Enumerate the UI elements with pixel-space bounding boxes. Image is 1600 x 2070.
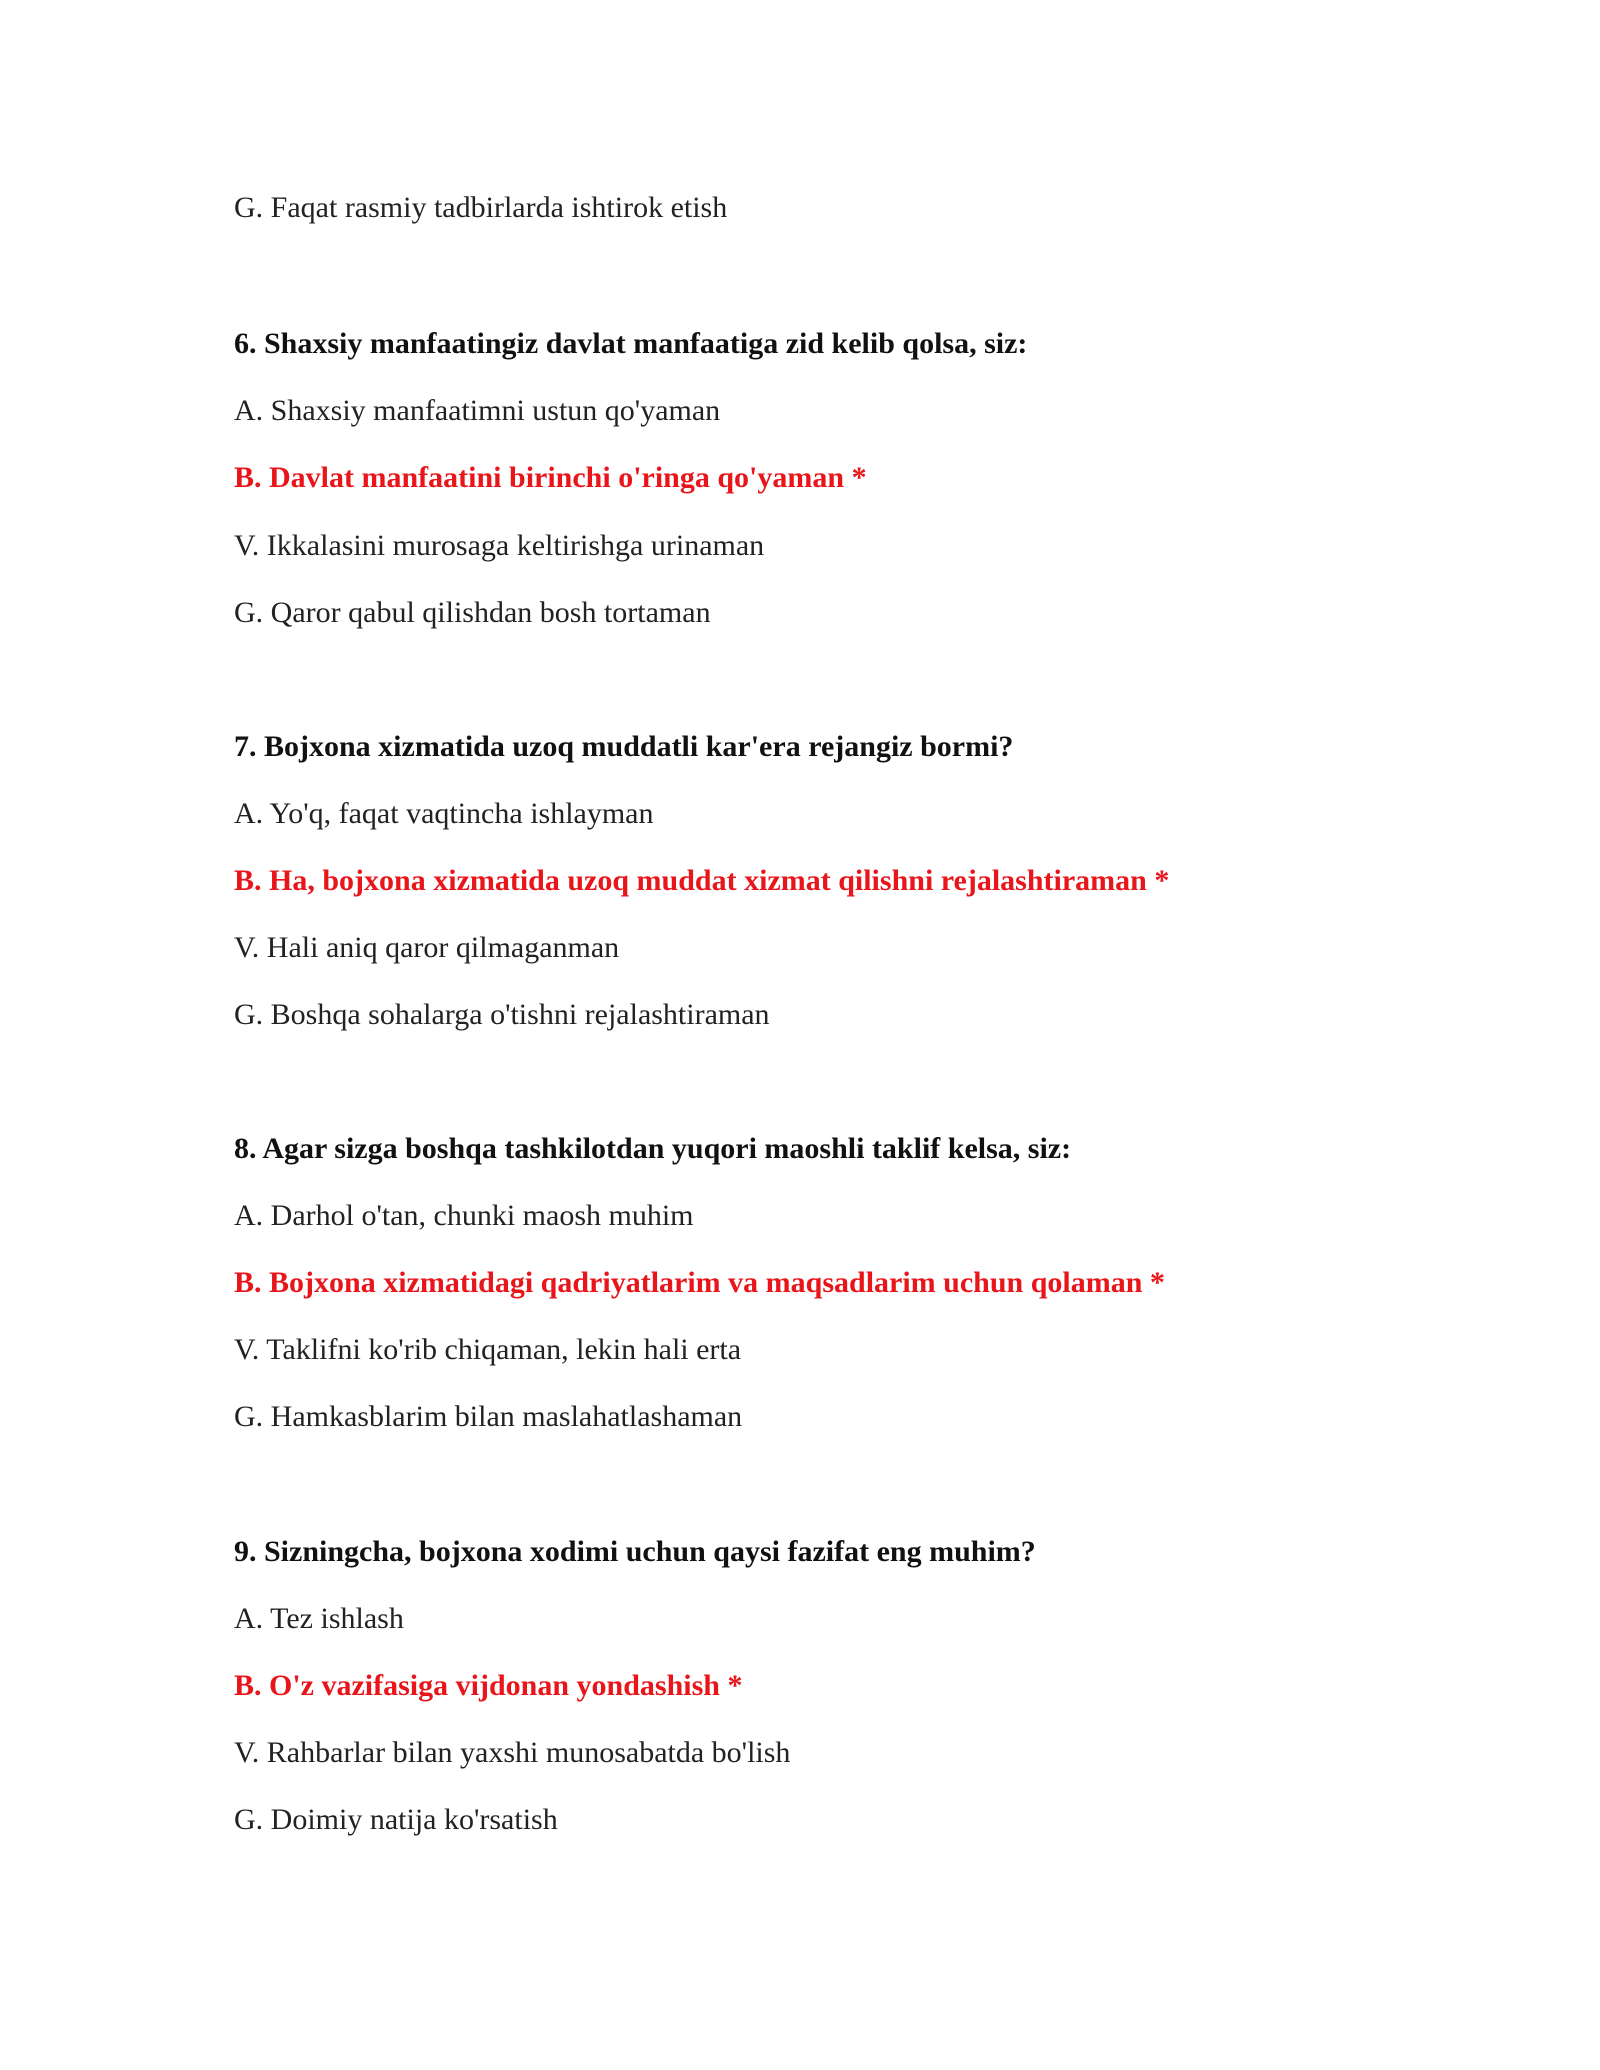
option-9-b-correct: B. O'z vazifasiga vijdonan yondashish * — [234, 1669, 743, 1702]
option-7-g: G. Boshqa sohalarga o'tishni rejalashtiraman — [234, 998, 770, 1031]
question-9-title: 9. Sizningcha, bojxona xodimi uchun qaysi fazifat eng muhim? — [234, 1535, 1036, 1568]
option-9-g: G. Doimiy natija ko'rsatish — [234, 1803, 558, 1836]
question-7-title: 7. Bojxona xizmatida uzoq muddatli kar'era rejangiz bormi? — [234, 730, 1014, 763]
option-6-a: A. Shaxsiy manfaatimni ustun qo'yaman — [234, 394, 721, 427]
option-7-b-correct: B. Ha, bojxona xizmatida uzoq muddat xizmat qilishni rejalashtiraman * — [234, 864, 1170, 897]
option-6-v: V. Ikkalasini murosaga keltirishga urinaman — [234, 529, 765, 562]
option-7-v: V. Hali aniq qaror qilmaganman — [234, 931, 620, 964]
option-6-g: G. Qaror qabul qilishdan bosh tortaman — [234, 596, 711, 629]
option-9-a: A. Tez ishlash — [234, 1602, 404, 1635]
question-6-title: 6. Shaxsiy manfaatingiz davlat manfaatiga zid kelib qolsa, siz: — [234, 327, 1028, 360]
option-8-v: V. Taklifni ko'rib chiqaman, lekin hali erta — [234, 1333, 742, 1366]
option-8-b-correct: B. Bojxona xizmatidagi qadriyatlarim va maqsadlarim uchun qolaman * — [234, 1266, 1165, 1299]
option-8-a: A. Darhol o'tan, chunki maosh muhim — [234, 1199, 694, 1232]
option-9-v: V. Rahbarlar bilan yaxshi munosabatda bo'lish — [234, 1736, 791, 1769]
option-7-a: A. Yo'q, faqat vaqtincha ishlayman — [234, 797, 654, 830]
option-5-g: G. Faqat rasmiy tadbirlarda ishtirok etish — [234, 191, 728, 224]
option-8-g: G. Hamkasblarim bilan maslahatlashaman — [234, 1400, 743, 1433]
question-8-title: 8. Agar sizga boshqa tashkilotdan yuqori maoshli taklif kelsa, siz: — [234, 1132, 1072, 1165]
option-6-b-correct: B. Davlat manfaatini birinchi o'ringa qo'yaman * — [234, 461, 867, 494]
